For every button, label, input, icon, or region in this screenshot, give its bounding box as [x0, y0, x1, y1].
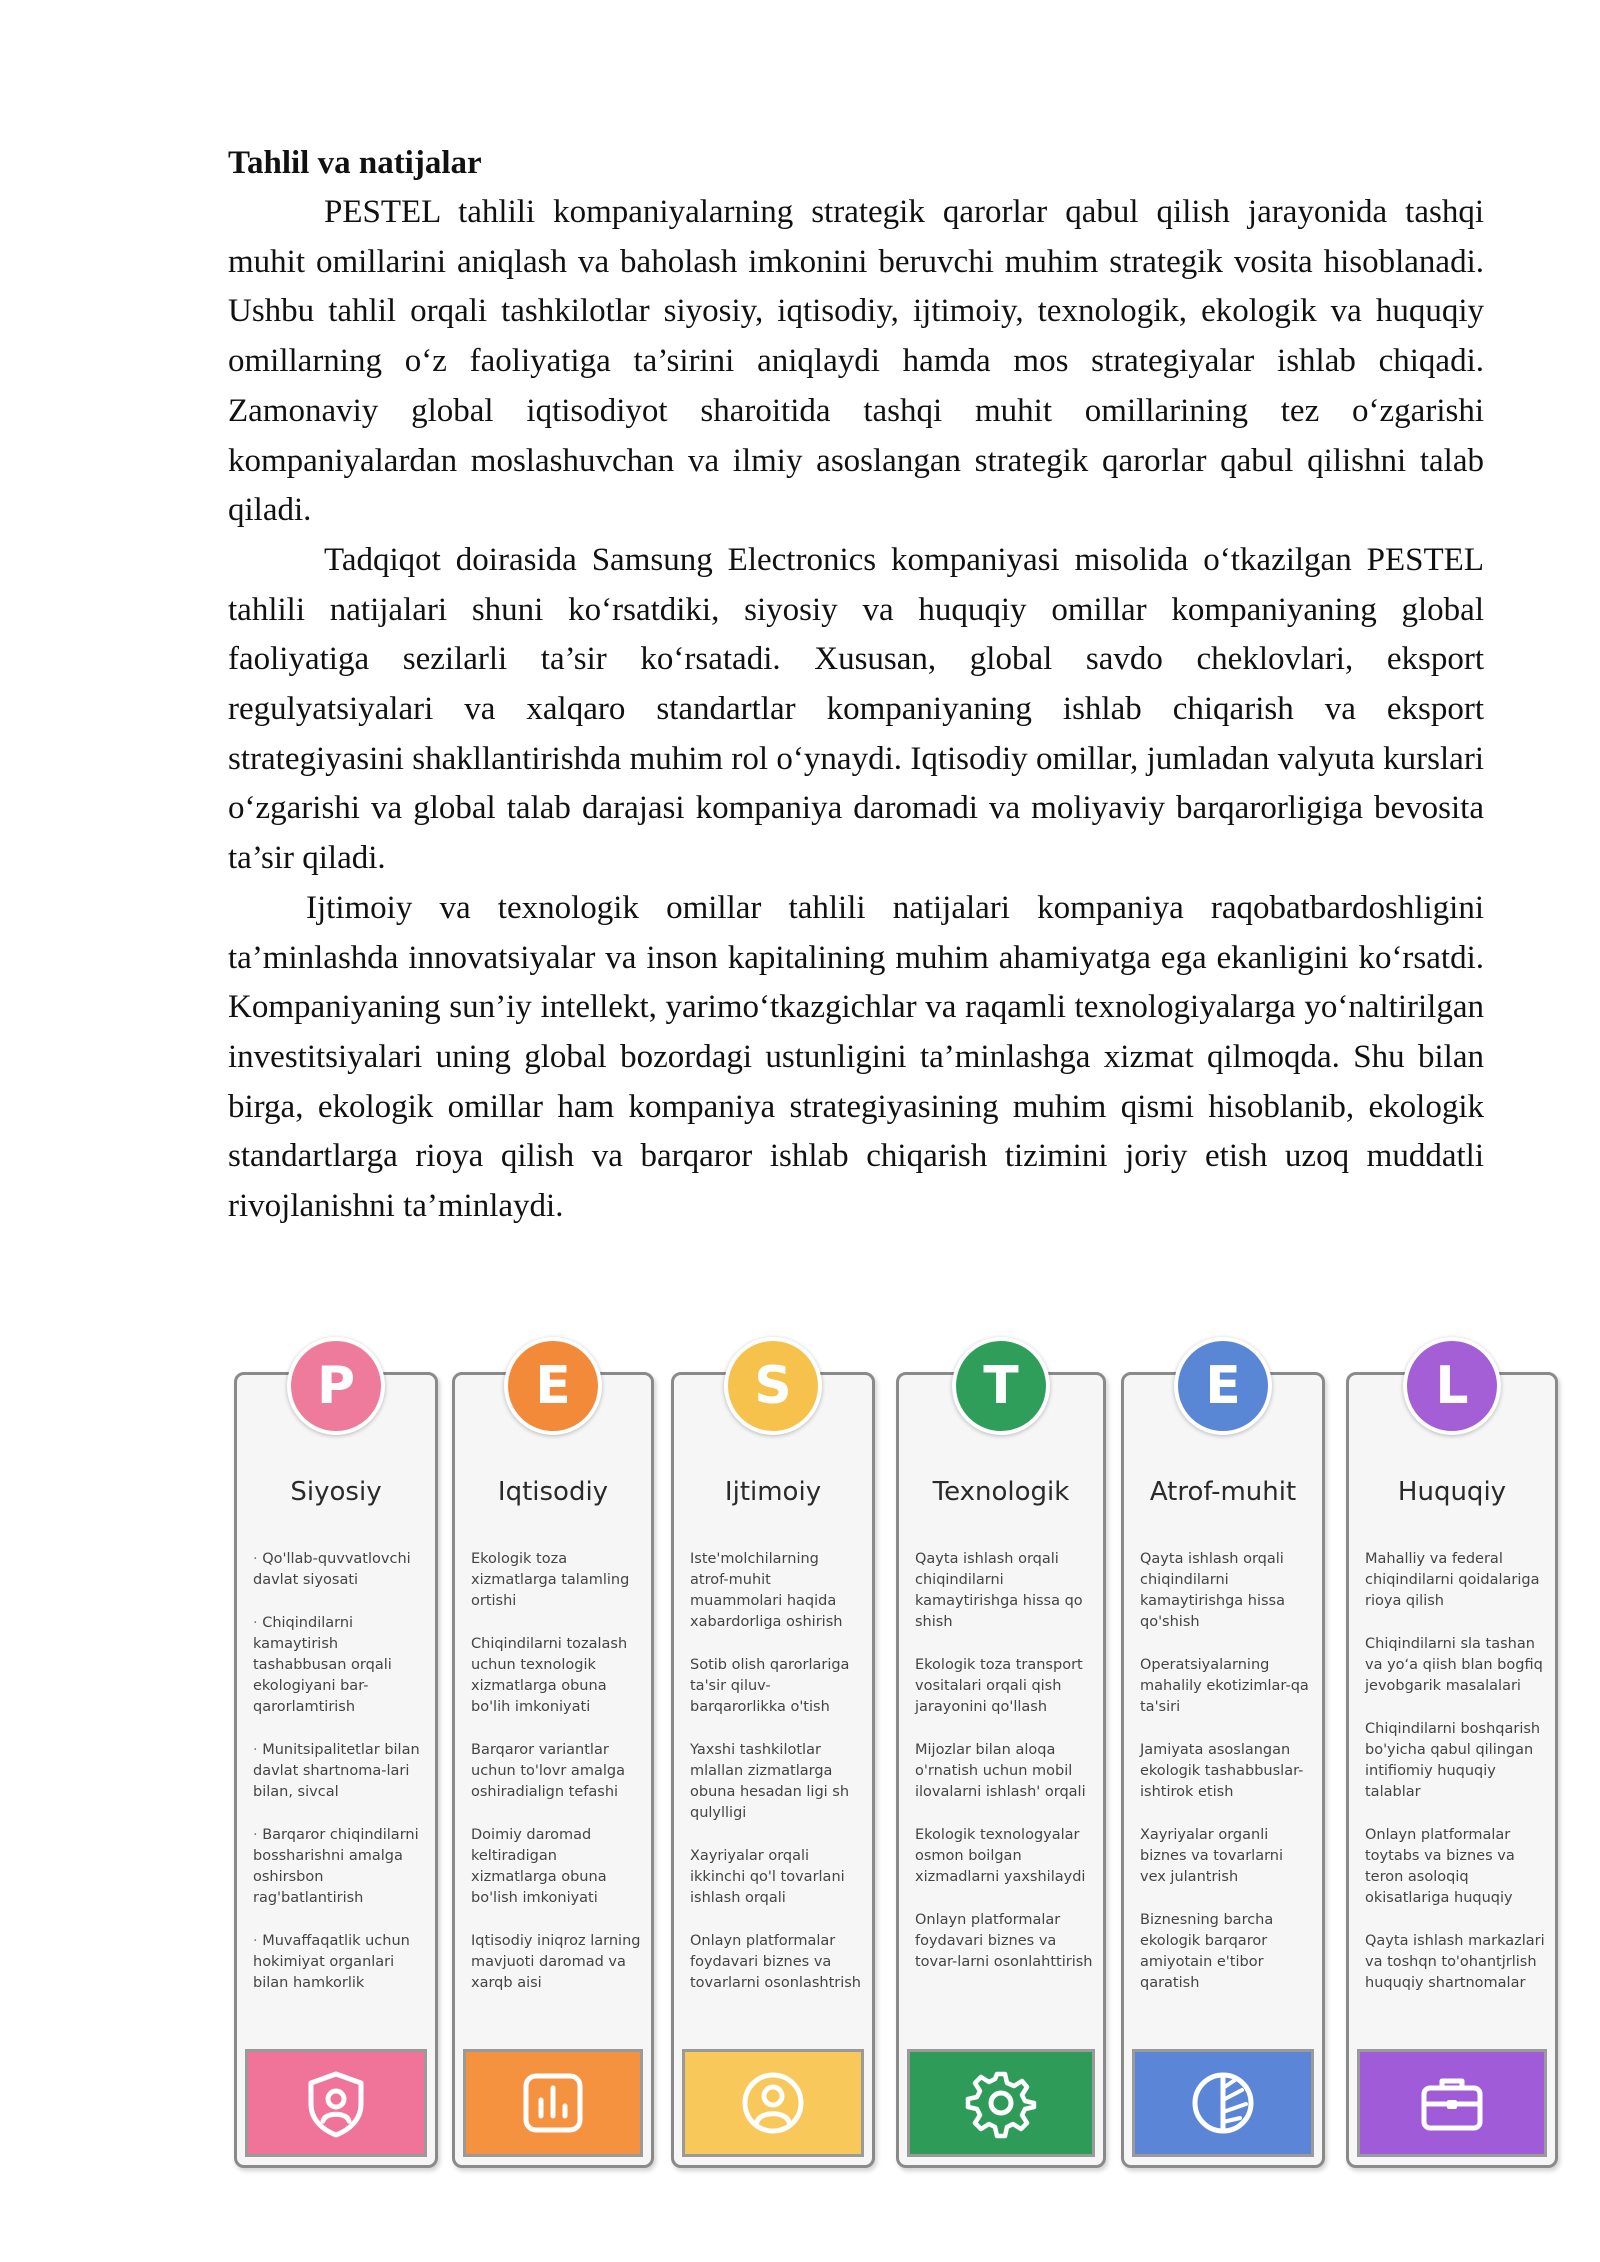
pestel-item: Biznesning barcha ekologik barqaror amiyotain e'tibor qaratish — [1140, 1912, 1274, 1991]
pestel-item: Qayta ishlash orqali chiqindilarni kamaytirishga hissa qo'shish — [1140, 1551, 1285, 1630]
pestel-item: · Barqaror chiqindilarni bossharishni amalga oshirsbon rag'batlantirish — [253, 1827, 419, 1906]
pestel-item: Sotib olish qarorlariga ta'sir qiluv-barqarorlikka o'tish — [690, 1657, 850, 1715]
shield-user-icon — [299, 2066, 373, 2140]
pestel-card-title: Ijtimoiy — [724, 1477, 822, 1507]
pestel-item: Qayta ishlash orqali chiqindilarni kamaytirishga hissa qo shish — [915, 1551, 1083, 1630]
document-body — [228, 138, 1484, 1232]
pestel-item: Operatsiyalarning mahalily ekotizimlar-qa ta'siri — [1140, 1657, 1309, 1715]
leaf-icon — [1186, 2066, 1260, 2140]
pestel-item: Chiqindilarni boshqarish bo'yicha qabul qilingan intifiomiy huquqiy talablar — [1365, 1721, 1541, 1800]
pestel-item-list — [915, 1549, 1093, 1995]
pestel-item: Chiqindilarni tozalash uchun texnologik xizmatlarga obuna bo'lih imkoniyati — [471, 1636, 628, 1715]
pestel-letter-badge: E — [1174, 1337, 1272, 1435]
pestel-letter-badge: L — [1403, 1337, 1501, 1435]
pestel-item: Barqaror variantlar uchun to'lovr amalga oshiradialign tefashi — [471, 1742, 625, 1800]
section-heading: Tahlil va natijalar — [228, 145, 482, 181]
bar-chart-icon — [516, 2066, 590, 2140]
pestel-item: Onlayn platformalar foydavari biznes va tovar-larni osonlahttirish — [915, 1912, 1093, 1970]
pestel-item: · Munitsipalitetlar bilan davlat shartnoma-lari bilan, sivcal — [253, 1742, 420, 1800]
pestel-card-huquqiy — [1346, 1356, 1558, 2168]
pestel-card-texnologik — [896, 1356, 1106, 2168]
pestel-icon-box — [1132, 2049, 1314, 2157]
paragraph-2: Tadqiqot doirasida Samsung Electronics kompaniyasi misolida o‘tkazilgan PESTEL tahlili natijalari shuni ko‘rsatdiki, siyosiy va huquqiy omillar kompaniyaning global faoliyatiga sezilarli ta’sir ko‘rsatadi. Xususan, global savdo cheklovlari, eksport regulyatsiyalari va xalqaro standartlar kompaniyaning ishlab chiqarish va eksport strategiyasini shakllantirishda muhim rol o‘ynaydi. Iqtisodiy omillar, jumladan valyuta kurslari o‘zgarishi va global talab darajasi kompaniya daromadi va moliyaviy barqarorligiga bevosita ta’sir qiladi. — [228, 541, 1484, 877]
briefcase-icon — [1415, 2066, 1489, 2140]
pestel-icon-box — [907, 2049, 1095, 2157]
pestel-card-title: Siyosiy — [290, 1477, 382, 1507]
pestel-card-title: Atrof-muhit — [1149, 1477, 1297, 1507]
gear-icon — [964, 2066, 1038, 2140]
pestel-letter-badge: S — [724, 1337, 822, 1435]
pestel-item: Onlayn platformalar foydavari biznes va tovarlarni osonlashtrish — [690, 1933, 861, 1991]
pestel-card-title: Texnologik — [932, 1477, 1070, 1507]
pestel-card-iqtisodiy — [452, 1356, 654, 2168]
pestel-item: · Muvaffaqatlik uchun hokimiyat organlari bilan hamkorlik — [253, 1933, 410, 1991]
pestel-item: Mahalliy va federal chiqindilarni qoidalariga rioya qilish — [1365, 1551, 1540, 1609]
paragraph-3: Ijtimoiy va texnologik omillar tahlili natijalari kompaniya raqobatbardoshligini ta’minlashda innovatsiyalar va inson kapitalining muhim ahamiyatga ega ekanligini ko‘rsatdi. Kompaniyaning sun’iy intellekt, yarimo‘tkazgichlar va raqamli texnologiyalarga yo‘naltirilgan investitsiyalari uning global bozordagi ustunligini ta’minlashga xizmat qilmoqda. Shu bilan birga, ekologik omillar ham kompaniya strategiyasining muhim qismi hisoblanib, ekologik standartlarga rioya qilish va barqaror ishlab chiqarish tizimini joriy etish uzoq muddatli rivojlanishni ta’minlaydi. — [228, 889, 1484, 1225]
pestel-letter-badge: T — [952, 1337, 1050, 1435]
pestel-item: Onlayn platformalar toytabs va biznes va teron asoloqiq okisatlariga huquqiy — [1365, 1827, 1515, 1906]
pestel-item: · Chiqindilarni kamaytirish tashabbusan orqali ekologiyani bar-qarorlamtirish — [253, 1615, 392, 1715]
pestel-item: Doimiy daromad keltiradigan xizmatlarga obuna bo'lish imkoniyati — [471, 1827, 607, 1906]
pestel-item: Qayta ishlash markazlari va toshqn to'ohantjrlish huquqiy shartnomalar — [1365, 1933, 1545, 1991]
pestel-card-atrof-muhit — [1121, 1356, 1325, 2168]
pestel-item-list — [471, 1549, 641, 2016]
paragraph-1: PESTEL tahlili kompaniyalarning strategik qarorlar qabul qilish jarayonida tashqi muhit omillarini aniqlash va baholash imkonini beruvchi muhim strategik vosita hisoblanadi. Ushbu tahlil orqali tashkilotlar siyosiy, iqtisodiy, ijtimoiy, texnologik, ekologik va huquqiy omillarning o‘z faoliyatiga ta’sirini aniqlaydi hamda mos strategiyalar ishlab chiqadi. Zamonaviy global iqtisodiyot sharoitida tashqi muhit omillarining tez o‘zgarishi kompaniyalardan moslashuvchan va ilmiy asoslangan strategik qarorlar qabul qilishni talab qiladi. — [228, 194, 1484, 529]
pestel-item: Iqtisodiy iniqroz larning mavjuoti daromad va xarqb aisi — [471, 1933, 641, 1991]
pestel-item: Xayriyalar orqali ikkinchi qo'l tovarlani ishlash orqali — [690, 1848, 845, 1906]
pestel-item: Iste'molchilarning atrof-muhit muammolari haqida xabardorliga oshirish — [690, 1551, 843, 1630]
pestel-item: Ekologik toza xizmatlarga talamling ortishi — [471, 1551, 630, 1609]
pestel-icon-box — [245, 2049, 427, 2157]
pestel-item: Chiqindilarni sla tashan va yoʻa qiish blan bogfiq jevobgarik masalalari — [1365, 1636, 1543, 1694]
pestel-item: Mijozlar bilan aloqa o'rnatish uchun mobil ilovalarni ishlash' orqali — [915, 1742, 1086, 1800]
pestel-item: Ekologik texnologyalar osmon boilgan xizmadlarni yaxshilaydi — [915, 1827, 1086, 1885]
pestel-item-list — [1365, 1549, 1545, 2016]
pestel-item-list — [1140, 1549, 1312, 2016]
pestel-item: · Qo'llab-quvvatlovchi davlat siyosati — [253, 1551, 411, 1588]
pestel-item: Jamiyata asoslangan ekologik tashabbuslar-ishtirok etish — [1140, 1742, 1304, 1800]
pestel-card-title: Iqtisodiy — [497, 1477, 609, 1507]
pestel-item: Yaxshi tashkilotlar mlallan zizmatlarga obuna hesadan ligi sh qulylligi — [690, 1742, 850, 1821]
pestel-card-title: Huquqiy — [1397, 1477, 1507, 1507]
pestel-item-list — [690, 1549, 862, 2016]
pestel-item: Ekologik toza transport vositalari orqali qish jarayonini qo'llash — [915, 1657, 1083, 1715]
pestel-card-ijtimoiy — [671, 1356, 875, 2168]
pestel-item-list — [253, 1549, 425, 2016]
pestel-card-siyosiy — [234, 1356, 438, 2168]
pestel-icon-box — [682, 2049, 864, 2157]
pestel-letter-badge: P — [287, 1337, 385, 1435]
user-circle-icon — [736, 2066, 810, 2140]
pestel-icon-box — [1357, 2049, 1547, 2157]
pestel-letter-badge: E — [504, 1337, 602, 1435]
pestel-icon-box — [463, 2049, 643, 2157]
pestel-item: Xayriyalar organli biznes va tovarlarni vex julantrish — [1140, 1827, 1284, 1885]
pestel-infographic — [228, 1330, 1564, 2176]
